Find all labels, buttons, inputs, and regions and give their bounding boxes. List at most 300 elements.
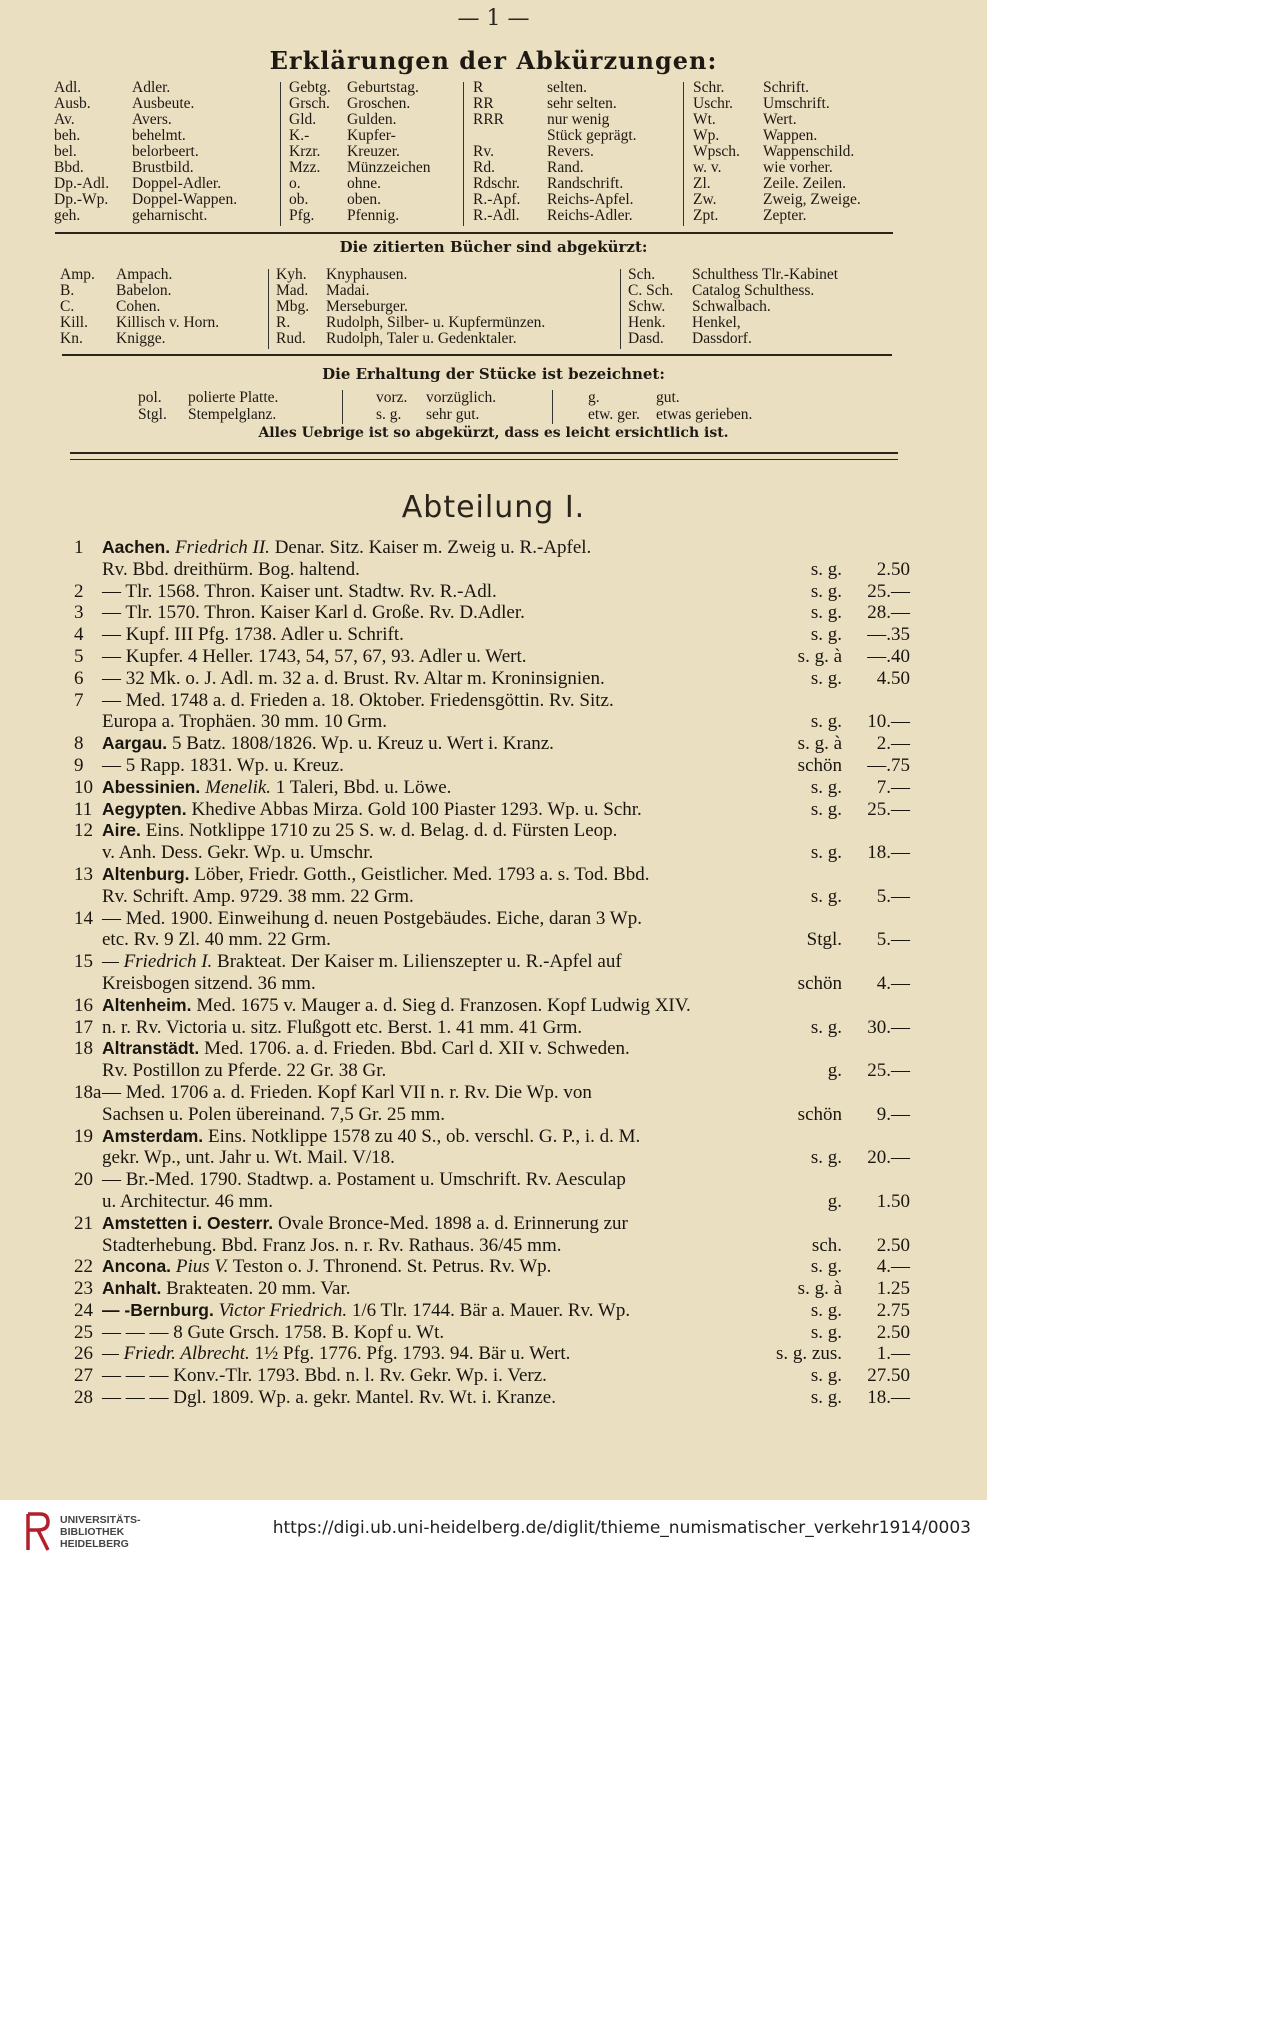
condition-grade: s. g. [810, 711, 842, 733]
meaning: Revers. [547, 143, 594, 160]
condition-grade: s. g. [810, 1147, 842, 1169]
price: —.75 [867, 754, 910, 776]
catalog-line [74, 929, 914, 951]
legend-column [628, 267, 838, 347]
lot-number: 27 [74, 1365, 93, 1387]
place-name: Altenburg. [102, 863, 195, 884]
condition-grade: s. g. [810, 667, 842, 689]
lot-text: — 32 Mk. o. J. Adl. m. 32 a. d. Brust. Rv. Altar m. Kroninsignien. [102, 667, 605, 689]
price: 4.— [876, 972, 910, 994]
meaning: polierte Platte. [188, 389, 279, 406]
abbreviation: RRR [473, 111, 505, 128]
lot-text: Eins. Notklippe 1578 zu 40 S., ob. verschl. G. P., i. d. M. [208, 1125, 641, 1147]
catalog-line [74, 624, 914, 646]
lot-number: 2 [74, 580, 84, 602]
price: 18.— [867, 842, 910, 864]
condition-grade: s. g. [810, 1365, 842, 1387]
lot-text: — 5 Rapp. 1831. Wp. u. Kreuz. [102, 754, 344, 776]
price: 2.— [876, 733, 910, 755]
abbreviation: ob. [289, 191, 309, 208]
meaning: Reichs-Apfel. [547, 191, 634, 208]
abbreviation: Schw. [628, 298, 666, 315]
meaning: Groschen. [347, 95, 411, 112]
lot-description [102, 559, 360, 581]
abbreviation: w. v. [693, 159, 722, 176]
lot-number: 25 [74, 1321, 93, 1343]
meaning: Münzzeichen [347, 159, 431, 176]
catalog-line [74, 602, 914, 624]
lot-number: 7 [74, 689, 84, 711]
catalog-line [74, 1213, 914, 1235]
abbreviation: pol. [138, 389, 162, 406]
column-separator [463, 82, 464, 226]
catalog-line [74, 864, 914, 886]
meaning: Dassdorf. [692, 330, 752, 347]
legend-row [60, 267, 219, 283]
meaning: Wappenschild. [763, 143, 855, 160]
meaning: Zepter. [763, 207, 807, 224]
legend-row [289, 80, 431, 96]
lot-text: Löber, Friedr. Gotth., Geistlicher. Med. 1793 a. s. Tod. Bbd. [194, 863, 650, 885]
legend-row [693, 80, 861, 96]
lot-description [102, 973, 316, 995]
ruler-name: Menelik. [205, 776, 272, 798]
lot-description [102, 1060, 386, 1082]
abbreviation: Gld. [289, 111, 317, 128]
price: 1.25 [876, 1278, 910, 1300]
lot-text: Rv. Schrift. Amp. 9729. 38 mm. 22 Grm. [102, 885, 414, 907]
lot-description [102, 1038, 630, 1060]
lot-description [102, 1322, 444, 1344]
price: 1.50 [876, 1190, 910, 1212]
lot-text: Kreisbogen sitzend. 36 mm. [102, 972, 316, 994]
lot-description [102, 537, 591, 559]
lot-description [102, 864, 649, 886]
lot-text: etc. Rv. 9 Zl. 40 mm. 22 Grm. [102, 929, 331, 951]
price: 28.— [867, 602, 910, 624]
page-number: — 1 — [457, 6, 530, 31]
condition-row [138, 406, 278, 423]
price: 25.— [867, 798, 910, 820]
abbreviation: Rdschr. [473, 175, 520, 192]
condition-column [588, 389, 752, 423]
lot-description [102, 755, 344, 777]
lot-number: 6 [74, 667, 84, 689]
meaning: Umschrift. [763, 95, 830, 112]
abbreviation: Rv. [473, 143, 494, 160]
abbreviation: Zpt. [693, 207, 719, 224]
lot-number: 8 [74, 733, 84, 755]
catalog-line [74, 755, 914, 777]
meaning: Rudolph, Silber- u. Kupfermünzen. [326, 314, 546, 331]
catalog-line [74, 908, 914, 930]
condition-grade: s. g. [810, 1299, 842, 1321]
lot-text: — Med. 1748 a. d. Frieden a. 18. Oktober. Friedensgöttin. Rv. Sitz. [102, 689, 614, 711]
meaning: Avers. [132, 111, 172, 128]
abbreviation: Henk. [628, 314, 666, 331]
lot-description [102, 1147, 395, 1169]
catalog-line [74, 1147, 914, 1169]
abbreviation: etw. ger. [588, 406, 640, 423]
abbreviation: Rd. [473, 159, 495, 176]
lot-number: 14 [74, 907, 93, 929]
lot-description [102, 908, 642, 930]
lot-description [102, 1191, 273, 1213]
lot-text: — Med. 1900. Einweihung d. neuen Postgebäudes. Eiche, daran 3 Wp. [102, 907, 642, 929]
lot-text: Med. 1675 v. Mauger a. d. Sieg d. Franzosen. Kopf Ludwig XIV. [196, 994, 691, 1016]
lot-number: 19 [74, 1125, 93, 1147]
price: 30.— [867, 1016, 910, 1038]
condition-grade: s. g. [810, 1387, 842, 1409]
abbreviation: C. [60, 298, 75, 315]
abbreviation [473, 128, 547, 144]
meaning: Kreuzer. [347, 143, 400, 160]
library-name: UNIVERSITÄTS- BIBLIOTHEK HEIDELBERG [60, 1514, 141, 1550]
legend-column [276, 267, 545, 347]
column-separator [268, 269, 269, 349]
lot-description [102, 1082, 592, 1104]
meaning: Cohen. [116, 298, 161, 315]
column-separator [552, 390, 553, 424]
price: 7.— [876, 776, 910, 798]
catalog-line [74, 1256, 914, 1278]
lot-number: 18a [74, 1081, 102, 1103]
condition-grade: sch. [811, 1234, 842, 1256]
place-name: — -Bernburg. [102, 1299, 219, 1320]
meaning: Wappen. [763, 127, 818, 144]
column-separator [683, 82, 684, 226]
price: 2.50 [876, 1321, 910, 1343]
abbreviation: beh. [54, 127, 81, 144]
meaning: Wert. [763, 111, 797, 128]
lot-description [102, 668, 605, 690]
condition-grade: s. g. [810, 842, 842, 864]
legend-row [473, 96, 637, 112]
abbreviation: Ausb. [54, 95, 91, 112]
abbreviation: Stgl. [138, 406, 167, 423]
catalog-line [74, 1322, 914, 1344]
condition-grade: s. g. à [797, 1278, 842, 1300]
legend-row [54, 144, 237, 160]
lot-description [102, 820, 617, 842]
abbreviation: Dp.-Adl. [54, 175, 110, 192]
abbreviation: Rud. [276, 330, 306, 347]
condition-note: Alles Uebrige ist so abgekürzt, dass es leicht ersichtlich ist. [258, 425, 729, 441]
lot-description [102, 1300, 630, 1322]
legend-row [289, 112, 431, 128]
legend-column [289, 80, 431, 224]
catalog-line [74, 973, 914, 995]
lot-description [102, 1104, 445, 1126]
abbreviation: Kyh. [276, 266, 307, 283]
lot-text: — Tlr. 1570. Thron. Kaiser Karl d. Große. Rv. D.Adler. [102, 602, 525, 624]
double-rule-top [70, 452, 898, 454]
catalog-line [74, 777, 914, 799]
legend-row [276, 331, 545, 347]
divider [62, 354, 892, 356]
lot-text: Eins. Notklippe 1710 zu 25 S. w. d. Belag. d. d. Fürsten Leop. [145, 820, 618, 842]
lot-text: — Kupfer. 4 Heller. 1743, 54, 57, 67, 93. Adler u. Wert. [102, 645, 527, 667]
price: 5.— [876, 929, 910, 951]
legend-row [289, 192, 431, 208]
abbreviation: R. [276, 314, 291, 331]
lot-description [102, 995, 691, 1017]
lot-description [102, 1387, 556, 1409]
place-name: Aegypten. [102, 798, 192, 819]
catalog-line [74, 1169, 914, 1191]
lot-text: Rv. Postillon zu Pferde. 22 Gr. 38 Gr. [102, 1060, 387, 1082]
lot-description [102, 886, 414, 908]
lot-description [102, 733, 554, 755]
legend-row [276, 267, 545, 283]
lot-text: 1 Taleri, Bbd. u. Löwe. [271, 776, 452, 798]
books-title: Die zitierten Bücher sind abgekürzt: [339, 238, 648, 256]
abbreviation: Schr. [693, 79, 725, 96]
lot-description [102, 951, 622, 973]
price: 4.— [876, 1256, 910, 1278]
meaning: Kupfer- [347, 127, 396, 144]
legend-row [289, 160, 431, 176]
ruler-name: — Friedrich I. [102, 951, 213, 973]
lot-number: 15 [74, 951, 93, 973]
place-name: Anhalt. [102, 1278, 167, 1299]
catalog-line [74, 1343, 914, 1365]
legend-row [473, 176, 637, 192]
legend-row [60, 283, 219, 299]
catalog-line [74, 1235, 914, 1257]
condition-row [588, 389, 752, 406]
abbreviation: Kn. [60, 330, 83, 347]
lot-description [102, 1213, 628, 1235]
legend-row [473, 160, 637, 176]
condition-row [376, 406, 496, 423]
abbreviation: Wp. [693, 127, 720, 144]
legend-row [60, 331, 219, 347]
abbreviation: Uschr. [693, 95, 734, 112]
abbreviation: Mad. [276, 282, 309, 299]
legend-column [60, 267, 219, 347]
lot-description [102, 1126, 640, 1148]
meaning: Gulden. [347, 111, 397, 128]
condition-grade: s. g. zus. [776, 1343, 842, 1365]
abbreviation: R.-Apf. [473, 191, 521, 208]
library-logo-icon [20, 1510, 54, 1558]
meaning: ohne. [347, 175, 382, 192]
catalog-line [74, 1126, 914, 1148]
abbreviation: Mbg. [276, 298, 310, 315]
lot-text: Teston o. J. Thronend. St. Petrus. Rv. Wp. [228, 1256, 552, 1278]
abbreviation: C. Sch. [628, 282, 674, 299]
legend-row [693, 144, 861, 160]
legend-row [693, 112, 861, 128]
meaning: Stempelglanz. [188, 406, 277, 423]
catalog-line [74, 1365, 914, 1387]
legend-row [54, 192, 237, 208]
abbreviation: RR [473, 95, 494, 112]
legend-row [628, 283, 838, 299]
meaning: Merseburger. [326, 298, 408, 315]
lot-number: 22 [74, 1256, 93, 1278]
abbreviation: Pfg. [289, 207, 315, 224]
meaning: selten. [547, 79, 588, 96]
lot-description [102, 602, 525, 624]
abbreviation: Dasd. [628, 330, 664, 347]
price: —.40 [867, 645, 910, 667]
lot-text: n. r. Rv. Victoria u. sitz. Flußgott etc. Berst. 1. 41 mm. 41 Grm. [102, 1016, 583, 1038]
catalog-line [74, 1038, 914, 1060]
abbreviation: Gebtg. [289, 79, 331, 96]
lot-description [102, 929, 331, 951]
legend-row [54, 176, 237, 192]
lot-number: 23 [74, 1278, 93, 1300]
condition-grade: schön [797, 972, 842, 994]
condition-grade: s. g. [810, 558, 842, 580]
price: —.35 [867, 624, 910, 646]
lot-description [102, 1278, 351, 1300]
abbreviation: Wpsch. [693, 143, 740, 160]
condition-grade: s. g. [810, 776, 842, 798]
lot-text: Brakteaten. 20 mm. Var. [166, 1278, 351, 1300]
meaning: Babelon. [116, 282, 172, 299]
lot-text: Stadterhebung. Bbd. Franz Jos. n. r. Rv. Rathaus. 36/45 mm. [102, 1234, 562, 1256]
price: 1.— [876, 1343, 910, 1365]
meaning: Geburtstag. [347, 79, 419, 96]
legend-row [473, 192, 637, 208]
catalog-line [74, 1082, 914, 1104]
abbreviation: Wt. [693, 111, 716, 128]
condition-grade: schön [797, 754, 842, 776]
catalog-line [74, 951, 914, 973]
condition-row [138, 389, 278, 406]
legend-row [54, 160, 237, 176]
meaning: vorzüglich. [426, 389, 497, 406]
condition-grade: s. g. [810, 885, 842, 907]
legend-row [289, 96, 431, 112]
source-url[interactable]: https://digi.ub.uni-heidelberg.de/diglit/thieme_numismatischer_verkehr1914/0003 [272, 1518, 971, 1538]
meaning: sehr gut. [426, 406, 480, 423]
legend-row [473, 208, 637, 224]
lot-number: 13 [74, 863, 93, 885]
meaning: Pfennig. [347, 207, 400, 224]
lot-text: Brakteat. Der Kaiser m. Lilienszepter u. R.-Apfel auf [212, 951, 622, 973]
price: 2.50 [876, 1234, 910, 1256]
lot-number: 24 [74, 1299, 93, 1321]
meaning: wie vorher. [763, 159, 833, 176]
abbreviation: Zl. [693, 175, 711, 192]
meaning: Zeile. Zeilen. [763, 175, 847, 192]
meaning: Zweig, Zweige. [763, 191, 861, 208]
meaning: etwas gerieben. [656, 406, 753, 423]
lot-text: Europa a. Trophäen. 30 mm. 10 Grm. [102, 711, 387, 733]
condition-grade: g. [827, 1060, 842, 1082]
place-name: Altranstädt. [102, 1038, 205, 1059]
meaning: Rand. [547, 159, 584, 176]
legend-row [473, 144, 637, 160]
lot-description [102, 646, 527, 668]
meaning: Catalog Schulthess. [692, 282, 815, 299]
lot-description [102, 581, 497, 603]
meaning: Knyphausen. [326, 266, 408, 283]
place-name: Amstetten i. Oesterr. [102, 1212, 279, 1233]
meaning: nur wenig [547, 111, 610, 128]
price: 20.— [867, 1147, 910, 1169]
meaning: Ausbeute. [132, 95, 195, 112]
condition-grade: s. g. [810, 798, 842, 820]
legend-row [54, 208, 237, 224]
legend-row [473, 80, 637, 96]
catalog-line [74, 646, 914, 668]
price: 25.— [867, 1060, 910, 1082]
abbreviation: Adl. [54, 79, 82, 96]
lot-text: 5 Batz. 1808/1826. Wp. u. Kreuz u. Wert i. Kranz. [172, 733, 554, 755]
condition-grade: s. g. [810, 1016, 842, 1038]
legend-row [628, 267, 838, 283]
condition-grade: Stgl. [806, 929, 842, 951]
price: 2.75 [876, 1299, 910, 1321]
lot-number: 5 [74, 645, 84, 667]
meaning: belorbeert. [132, 143, 199, 160]
column-separator [342, 390, 343, 424]
lot-text: Sachsen u. Polen übereinand. 7,5 Gr. 25 mm. [102, 1103, 446, 1125]
meaning: oben. [347, 191, 382, 208]
lot-number: 17 [74, 1016, 93, 1038]
meaning: Brustbild. [132, 159, 194, 176]
meaning: Randschrift. [547, 175, 624, 192]
place-name: Altenheim. [102, 994, 197, 1015]
ruler-name: Friedrich II. [174, 537, 270, 558]
price: 5.— [876, 885, 910, 907]
lot-text: — Tlr. 1568. Thron. Kaiser unt. Stadtw. Rv. R.-Adl. [102, 580, 497, 602]
legend-row [628, 315, 838, 331]
ruler-name: Victor Friedrich. [218, 1299, 348, 1321]
abbreviation: geh. [54, 207, 81, 224]
condition-grade: g. [827, 1190, 842, 1212]
condition-title: Die Erhaltung der Stücke ist bezeichnet: [322, 365, 665, 383]
abbreviation: s. g. [376, 406, 402, 423]
lot-text: — — — 8 Gute Grsch. 1758. B. Kopf u. Wt. [102, 1321, 445, 1343]
lot-description [102, 842, 373, 864]
ruler-name: — Friedr. Albrecht. [102, 1343, 250, 1365]
lot-number: 21 [74, 1212, 93, 1234]
condition-grade: schön [797, 1103, 842, 1125]
abbreviation: B. [60, 282, 75, 299]
legend-row [289, 128, 431, 144]
catalog-line [74, 842, 914, 864]
lot-text: gekr. Wp., unt. Jahr u. Wt. Mail. V/18. [102, 1147, 395, 1169]
lot-number: 28 [74, 1387, 93, 1409]
lot-description [102, 711, 387, 733]
meaning: Schwalbach. [692, 298, 771, 315]
catalog-line [74, 733, 914, 755]
catalog-line [74, 995, 914, 1017]
legend-row [289, 176, 431, 192]
abbreviation: R.-Adl. [473, 207, 520, 224]
lot-number: 9 [74, 754, 84, 776]
legend-row [60, 315, 219, 331]
legend-row [54, 112, 237, 128]
catalog-line [74, 1278, 914, 1300]
condition-column [138, 389, 278, 423]
column-separator [620, 269, 621, 349]
lot-number: 10 [74, 776, 93, 798]
lot-description [102, 1017, 582, 1039]
place-name: Abessinien. [102, 776, 206, 797]
meaning: behelmt. [132, 127, 186, 144]
abbreviation: Bbd. [54, 159, 84, 176]
catalog-line [74, 1104, 914, 1126]
lot-text: Rv. Bbd. dreithürm. Bog. haltend. [102, 558, 360, 580]
abbreviation: vorz. [376, 389, 408, 406]
